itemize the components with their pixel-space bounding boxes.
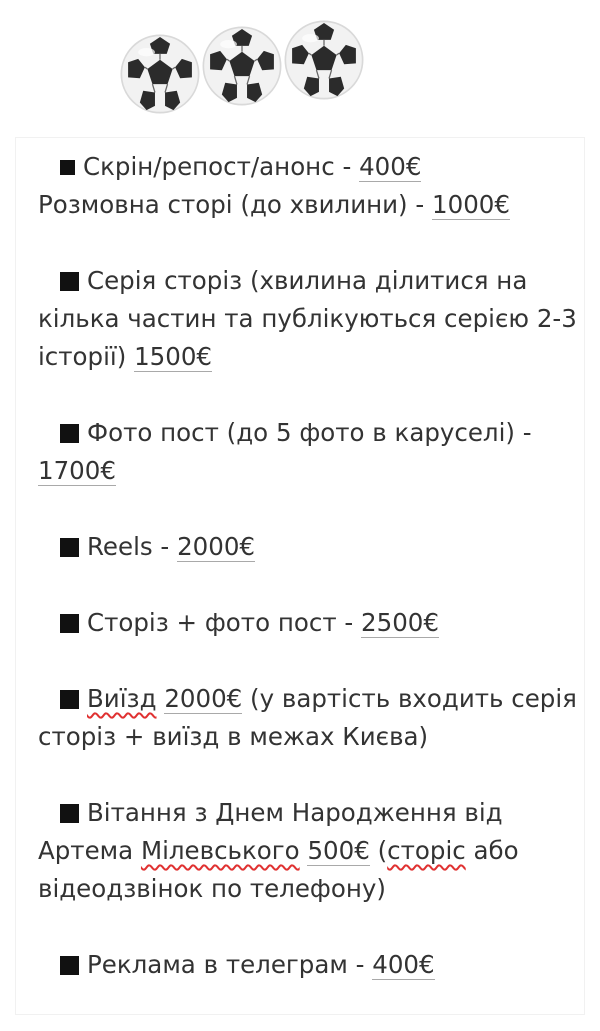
- item-text-line: кілька частин та публікуються серією 2-3: [38, 304, 577, 333]
- item-text: Вітання з Днем Народження від: [87, 798, 503, 827]
- item-text-line: відеодзвінок по телефону): [38, 874, 386, 903]
- item-text: або: [465, 836, 519, 865]
- price: 2500€: [361, 608, 439, 637]
- list-item: [38, 148, 568, 186]
- list-item: [38, 414, 568, 452]
- list-item: [38, 946, 568, 984]
- item-text-line: [38, 338, 568, 376]
- item-text: Серія сторіз (хвилина ділитися на: [87, 266, 528, 295]
- spellchecked-word: Виїзд: [87, 684, 157, 713]
- spellchecked-word: Мілевського: [140, 836, 300, 865]
- item-text: Артема: [38, 836, 141, 865]
- black-square-icon: [60, 614, 79, 633]
- black-square-icon: [60, 424, 79, 443]
- price: 2000€: [177, 532, 256, 561]
- price: 1000€: [432, 190, 510, 219]
- price: 400€: [359, 152, 422, 181]
- black-square-icon: [60, 804, 79, 823]
- header: [0, 0, 600, 140]
- item-text-line: сторіз + виїзд в межах Києва): [38, 722, 429, 751]
- black-square-icon: [60, 538, 79, 557]
- price: 400€: [372, 950, 435, 979]
- price: 1700€: [38, 456, 116, 485]
- item-text: (у вартість входить серія: [242, 684, 577, 713]
- item-text: Фото пост (до 5 фото в каруселі) -: [87, 418, 532, 447]
- price: 500€: [307, 836, 370, 865]
- list-item: [38, 680, 577, 718]
- black-square-icon: [60, 690, 79, 709]
- item-text: Розмовна сторі (до хвилини) -: [38, 190, 433, 219]
- item-text: історії): [38, 342, 135, 371]
- soccer-ball-icon: [118, 32, 202, 116]
- soccer-ball-icon: [282, 18, 366, 102]
- black-square-icon: [60, 272, 79, 291]
- item-text: Реклама в телеграм -: [87, 950, 373, 979]
- list-item: [38, 528, 568, 566]
- item-text: Reels -: [87, 532, 178, 561]
- list-item: [38, 794, 568, 832]
- black-square-icon: [60, 160, 75, 175]
- list-item: [38, 186, 568, 224]
- price: 2000€: [164, 684, 243, 713]
- list-item: [38, 604, 568, 642]
- item-text-line: [38, 452, 568, 490]
- soccer-ball-icon: [200, 24, 284, 108]
- item-text: (: [369, 836, 388, 865]
- black-square-icon: [60, 956, 79, 975]
- item-text: Скрін/репост/анонс -: [83, 152, 360, 181]
- list-item: [38, 262, 568, 300]
- price: 1500€: [134, 342, 213, 371]
- price-list: [38, 148, 577, 984]
- item-text-line: [38, 832, 568, 870]
- spellchecked-word: сторіс: [387, 836, 466, 865]
- item-text: Сторіз + фото пост -: [87, 608, 362, 637]
